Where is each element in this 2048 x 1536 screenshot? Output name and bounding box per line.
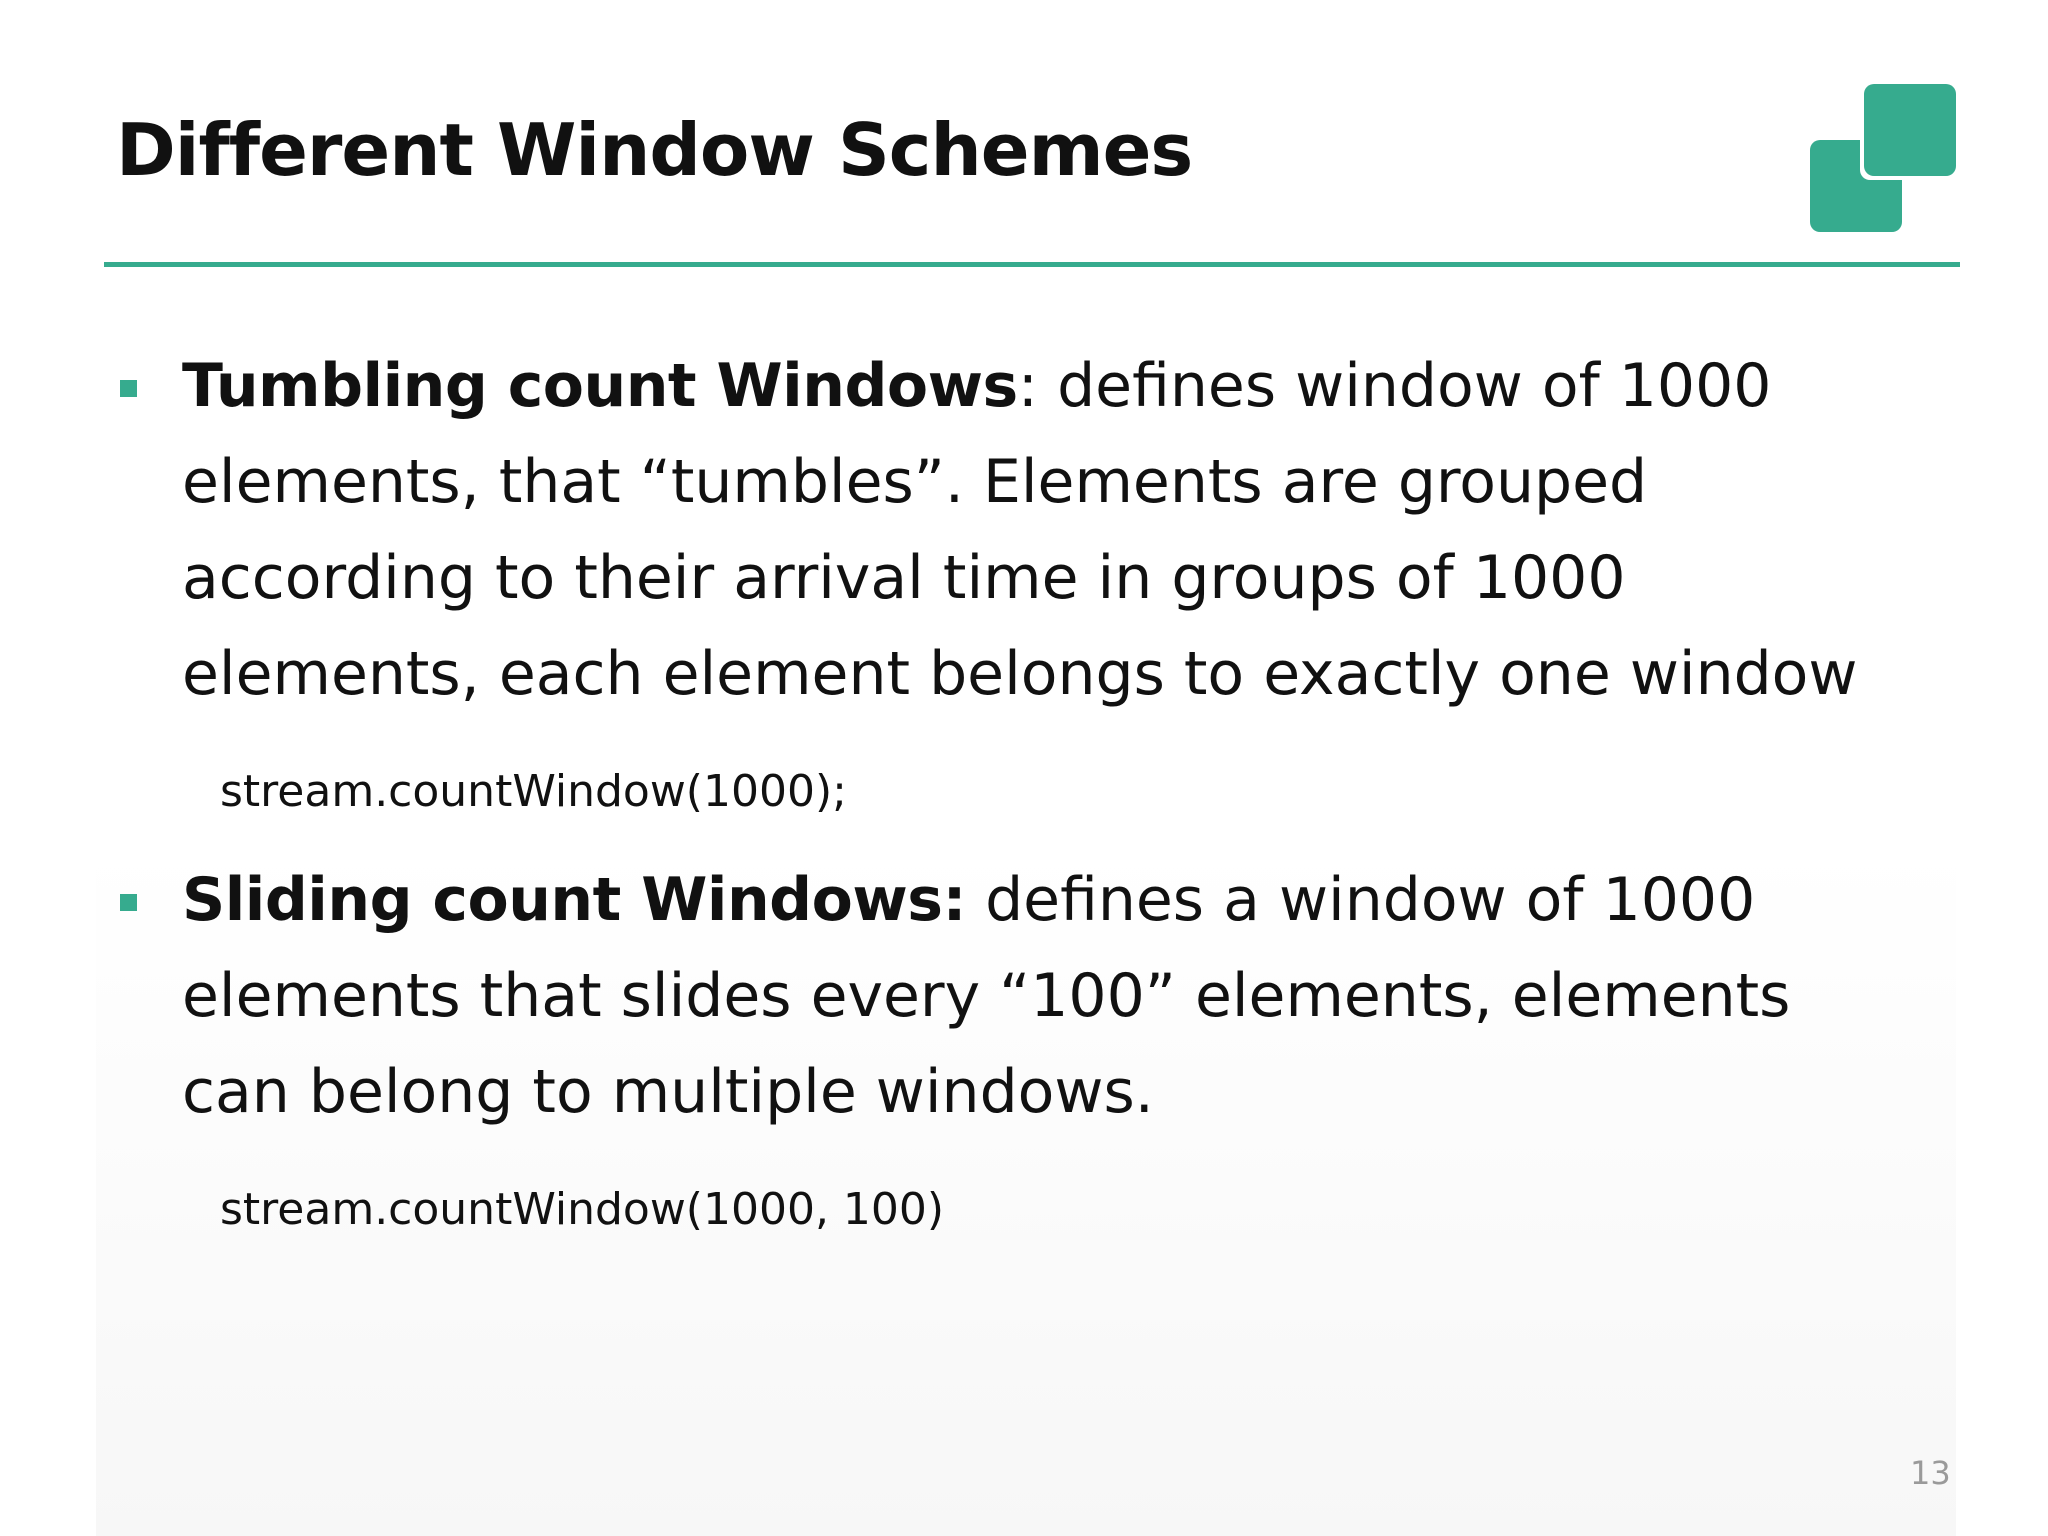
bullet-separator: : xyxy=(1017,351,1058,421)
bullet-text: defines window of 1000 xyxy=(1057,351,1772,421)
bullet-marker-icon xyxy=(120,380,137,397)
overlapping-squares-icon xyxy=(1810,84,1962,236)
bullet-line: elements, each element belongs to exactly one window xyxy=(182,639,1858,709)
bullet-text: defines a window of 1000 xyxy=(985,865,1756,935)
bullet-line: according to their arrival time in groups of 1000 xyxy=(182,543,1626,613)
bullet-line xyxy=(182,338,1982,434)
bullet-sliding-count-windows xyxy=(182,852,1982,1140)
bullet-term: Tumbling count Windows xyxy=(182,351,1018,421)
page-number: 13 xyxy=(1910,1454,1951,1492)
code-example-tumbling: stream.countWindow(1000); xyxy=(220,766,847,817)
bullet-tumbling-count-windows xyxy=(182,338,1982,722)
bullet-marker-icon xyxy=(120,894,137,911)
title-divider xyxy=(104,262,1960,267)
bullet-term: Sliding count Windows: xyxy=(182,865,966,935)
bullet-line: elements, that “tumbles”. Elements are grouped xyxy=(182,447,1648,517)
bullet-line: can belong to multiple windows. xyxy=(182,1057,1154,1127)
logo-square-front xyxy=(1864,84,1956,176)
code-example-sliding: stream.countWindow(1000, 100) xyxy=(220,1184,945,1235)
bullet-line xyxy=(182,852,1982,948)
bullet-line: elements that slides every “100” elements, elements xyxy=(182,961,1791,1031)
slide-title: Different Window Schemes xyxy=(116,108,1193,192)
bullet-separator xyxy=(966,865,985,935)
